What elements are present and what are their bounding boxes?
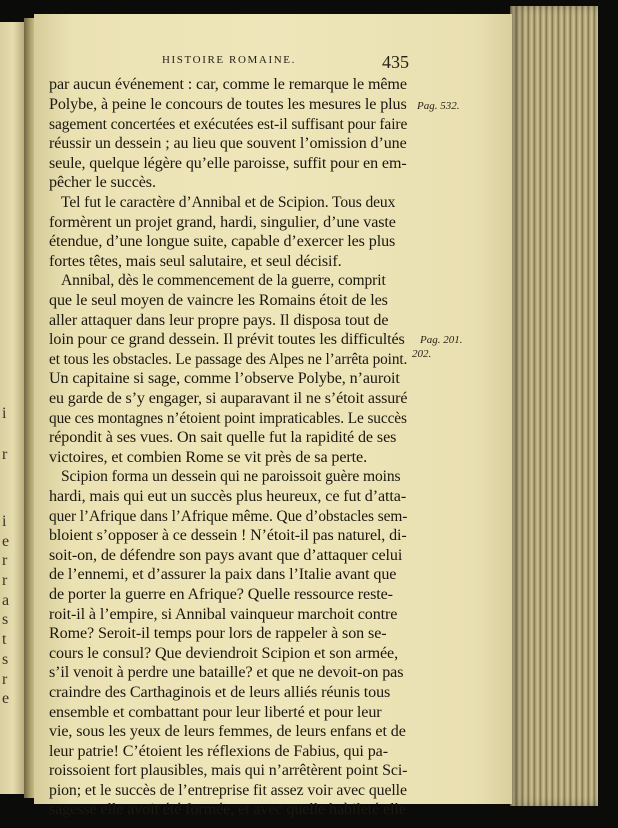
facing-page-edge [0, 22, 24, 794]
text-line: craindre des Carthaginois et de leurs alliés réunis tous [49, 684, 391, 701]
page-block-fore-edge [510, 6, 598, 806]
facing-page-letter: s [2, 611, 9, 628]
text-line: leur patrie! C’étoient les réflexions de Fabius, qui pa- [49, 743, 388, 760]
facing-page-letter: r [2, 552, 8, 569]
text-line: que ces montagnes n’étoient point impraticables. Le succès [49, 410, 407, 427]
text-line: étendue, d’une longue suite, capable d’exercer les plus [49, 233, 396, 250]
facing-page-letter: r [2, 446, 8, 463]
text-line: Scipion forma un dessein qui ne paroissoit guère moins [61, 468, 401, 485]
margin-reference: 202. [412, 348, 432, 360]
text-line: vie, sous les yeux de leurs femmes, de leurs enfans et de [49, 723, 406, 740]
text-line: cours le consul? Que deviendroit Scipion et son armée, [49, 645, 399, 662]
facing-page-letter: t [2, 631, 7, 648]
text-line: Tel fut le caractère d’Annibal et de Scipion. Tous deux [61, 194, 396, 211]
text-line: formèrent un projet grand, hardi, singulier, d’une vaste [49, 214, 396, 231]
text-line: pêcher le succès. [49, 174, 156, 191]
margin-reference: Pag. 532. [417, 100, 460, 112]
text-line: quer l’Afrique dans l’Afrique même. Que d’obstacles sem- [49, 508, 408, 525]
text-line: de porter la guerre en Afrique? Quelle ressource reste- [49, 586, 393, 603]
facing-page-letter: i [2, 405, 7, 422]
facing-page-letter: r [2, 671, 8, 688]
text-line: et tous les obstacles. Le passage des Alpes ne l’arrêta point. [49, 351, 408, 368]
text-line: loin pour ce grand dessein. Il prévit toutes les difficultés [49, 331, 405, 348]
text-line: victoires, et combien Rome se vit près de sa perte. [49, 449, 368, 466]
text-line: hardi, mais qui eut un succès plus heureux, ce fut d’atta- [49, 488, 407, 505]
text-line: fortes têtes, mais seul salutaire, et seul décisif. [49, 253, 342, 270]
text-line: sagement concertées et exécutées est-il suffisant pour faire [49, 116, 408, 133]
text-line: pion; et le succès de l’entreprise fit assez voir avec quelle [49, 782, 407, 799]
text-line: de l’ennemi, et d’assurer la paix dans l’Italie avant que [49, 566, 397, 583]
text-line: seule, quelque légère qu’elle paroisse, suffit pour en em- [49, 155, 407, 172]
facing-page-letter: s [2, 651, 9, 668]
facing-page-letter: a [2, 592, 10, 609]
page-number: 435 [382, 52, 409, 72]
text-line: bloient s’opposer à ce dessein ! N’étoit-il pas naturel, di- [49, 527, 407, 544]
text-line: eu garde de s’y engager, si auparavant il ne s’étoit assuré [49, 390, 408, 407]
text-line: sagesse elle avoit été formée, et avec quelle habileté elle [49, 801, 406, 818]
text-line: ensemble et combattant pour leur liberté et pour leur [49, 704, 382, 721]
text-line: Un capitaine si sage, comme l’observe Polybe, n’auroit [49, 370, 400, 387]
facing-page-letter: r [2, 572, 8, 589]
text-line: réussir un dessein ; au lieu que souvent l’omission d’une [49, 135, 407, 152]
text-line: roit-il à l’empire, si Annibal vainqueur marchoit contre [49, 606, 398, 623]
text-line: Rome? Seroit-il temps pour lors de rappeler à son se- [49, 625, 387, 642]
text-line: soit-on, de défendre son pays avant que d’attaquer celui [49, 547, 403, 564]
margin-reference: Pag. 201. [420, 334, 463, 346]
running-head: HISTOIRE ROMAINE. [162, 54, 296, 66]
text-line: s’il venoit à perdre une bataille? et que ne devoit-on pas [49, 664, 404, 681]
text-line: aller attaquer dans leur propre pays. Il disposa tout de [49, 312, 389, 329]
text-line: par aucun événement : car, comme le remarque le même [49, 76, 407, 93]
facing-page-letter: i [2, 513, 7, 530]
text-line: Annibal, dès le commencement de la guerre, comprit [61, 272, 386, 289]
facing-page-letters [2, 22, 22, 794]
text-line: roissoient fort plausibles, mais qui n’arrêtèrent point Sci- [49, 762, 408, 779]
facing-page-letter: e [2, 690, 10, 707]
text-line: répondit à ses vues. On sait quelle fut la rapidité de ses [49, 429, 397, 446]
text-line: Polybe, à peine le concours de toutes les mesures le plus [49, 96, 407, 113]
facing-page-letter: e [2, 533, 10, 550]
text-line: que le seul moyen de vaincre les Romains étoit de les [49, 292, 388, 309]
